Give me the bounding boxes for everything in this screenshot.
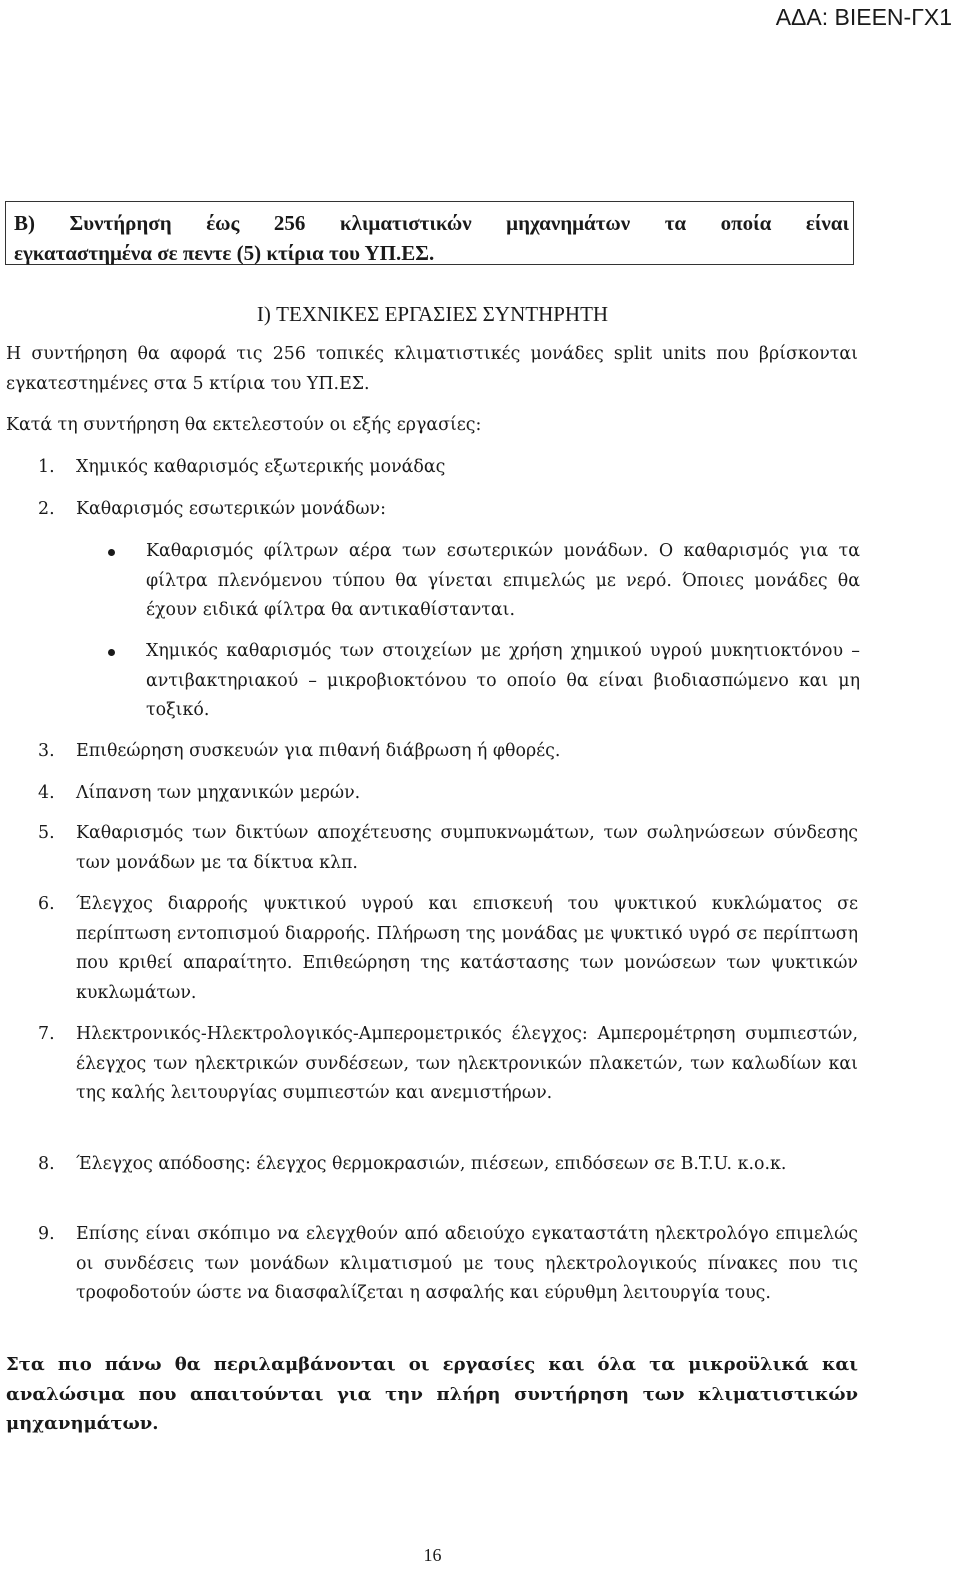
list-item-text: Καθαρισμός εσωτερικών μονάδων: bbox=[76, 499, 386, 519]
section-box bbox=[5, 201, 854, 265]
section-box-line-1: B) Συντήρηση έως 256 κλιματιστικών μηχανημάτων τα οποία είναι bbox=[14, 211, 849, 235]
bullet-item-text: Καθαρισμός φίλτρων αέρα των εσωτερικών μονάδων. Ο καθαρισμός για τα φίλτρα πλενόμενου τύπου θα γίνεται επιμελώς με νερό. Όποιες μονάδες θα έχουν ειδικά φίλτρα θα αντικαθίστανται. bbox=[146, 541, 860, 620]
section-heading: I) ΤΕΧΝΙΚΕΣ ΕΡΓΑΣΙΕΣ ΣΥΝΤΗΡΗΤΗ bbox=[256, 302, 609, 326]
list-item-text: Λίπανση των μηχανικών μερών. bbox=[76, 783, 361, 803]
list-item-number: 9. bbox=[38, 1224, 55, 1244]
list-item-number: 8. bbox=[38, 1154, 55, 1174]
page-number: 16 bbox=[423, 1545, 442, 1565]
list-item-text: Ηλεκτρονικός-Ηλεκτρολογικός-Αμπερομετρικός έλεγχος: Αμπερομέτρηση συμπιεστών, έλεγχος των ηλεκτρικών συνδέσεων, των ηλεκτρονικών πλακετών, των καλωδίων και της καλής λειτουργίας συμπιεστών και ανεμιστήρων. bbox=[76, 1024, 858, 1103]
list-item-number: 7. bbox=[38, 1024, 55, 1044]
list-item-text: Επίσης είναι σκόπιμο να ελεγχθούν από αδειούχο εγκαταστάτη ηλεκτρολόγο επιμελώς οι συνδέσεις των μονάδων κλιματισμού με τους ηλεκτρολογικούς πίνακες που τις τροφοδοτούν ώστε να διασφαλίζεται η ασφαλής και εύρυθμη λειτουργία τους. bbox=[76, 1224, 858, 1303]
section-box-line-2: εγκαταστημένα σε πεντε (5) κτίρια του ΥΠ.ΕΣ. bbox=[14, 241, 435, 265]
lead-paragraph: Κατά τη συντήρηση θα εκτελεστούν οι εξής εργασίες: bbox=[6, 415, 482, 435]
closing-paragraph: Στα πιο πάνω θα περιλαμβάνονται οι εργασίες και όλα τα μικροϋλικά και αναλώσιμα που απαιτούνται για την πλήρη συντήρηση των κλιματιστικών μηχανημάτων. bbox=[6, 1354, 858, 1434]
list-item-number: 5. bbox=[38, 823, 55, 843]
intro-paragraph: Η συντήρηση θα αφορά τις 256 τοπικές κλιματιστικές μονάδες split units που βρίσκονται εγκατεστημένες στα 5 κτίρια του ΥΠ.ΕΣ. bbox=[6, 344, 858, 394]
list-item-text: Έλεγχος διαρροής ψυκτικού υγρού και επισκευή του ψυκτικού κυκλώματος σε περίπτωση εντοπισμού διαρροής. Πλήρωση της μονάδας με ψυκτικό υγρό σε περίπτωση που κριθεί απαραίτητο. Επιθεώρηση της κατάστασης των μονώσεων των ψυκτικών κυκλωμάτων. bbox=[76, 894, 858, 1003]
list-item-text: Χημικός καθαρισμός εξωτερικής μονάδας bbox=[76, 457, 446, 477]
list-item-number: 1. bbox=[38, 457, 55, 477]
list-item-number: 6. bbox=[38, 894, 55, 914]
list-item-number: 3. bbox=[38, 741, 55, 761]
bullet-item-text: Χημικός καθαρισμός των στοιχείων με χρήση χημικού υγρού μυκητιοκτόνου – αντιβακτηριακού – μικροβιοκτόνου το οποίο θα είναι βιοδιασπώμενο και μη τοξικό. bbox=[146, 641, 860, 720]
list-item-text: Έλεγχος απόδοσης: έλεγχος θερμοκρασιών, πιέσεων, επιδόσεων σε B.T.U. κ.ο.κ. bbox=[76, 1154, 787, 1174]
list-item-number: 4. bbox=[38, 783, 55, 803]
ada-code: ΑΔΑ: ΒΙΕΕΝ-ΓΧ1 bbox=[775, 4, 952, 30]
list-item-number: 2. bbox=[38, 499, 55, 519]
bullet-icon bbox=[108, 549, 115, 556]
list-item-text: Επιθεώρηση συσκευών για πιθανή διάβρωση ή φθορές. bbox=[76, 741, 561, 761]
bullet-icon bbox=[108, 649, 115, 656]
list-item-text: Καθαρισμός των δικτύων αποχέτευσης συμπυκνωμάτων, των σωληνώσεων σύνδεσης των μονάδων με τα δίκτυα κλπ. bbox=[76, 823, 858, 873]
